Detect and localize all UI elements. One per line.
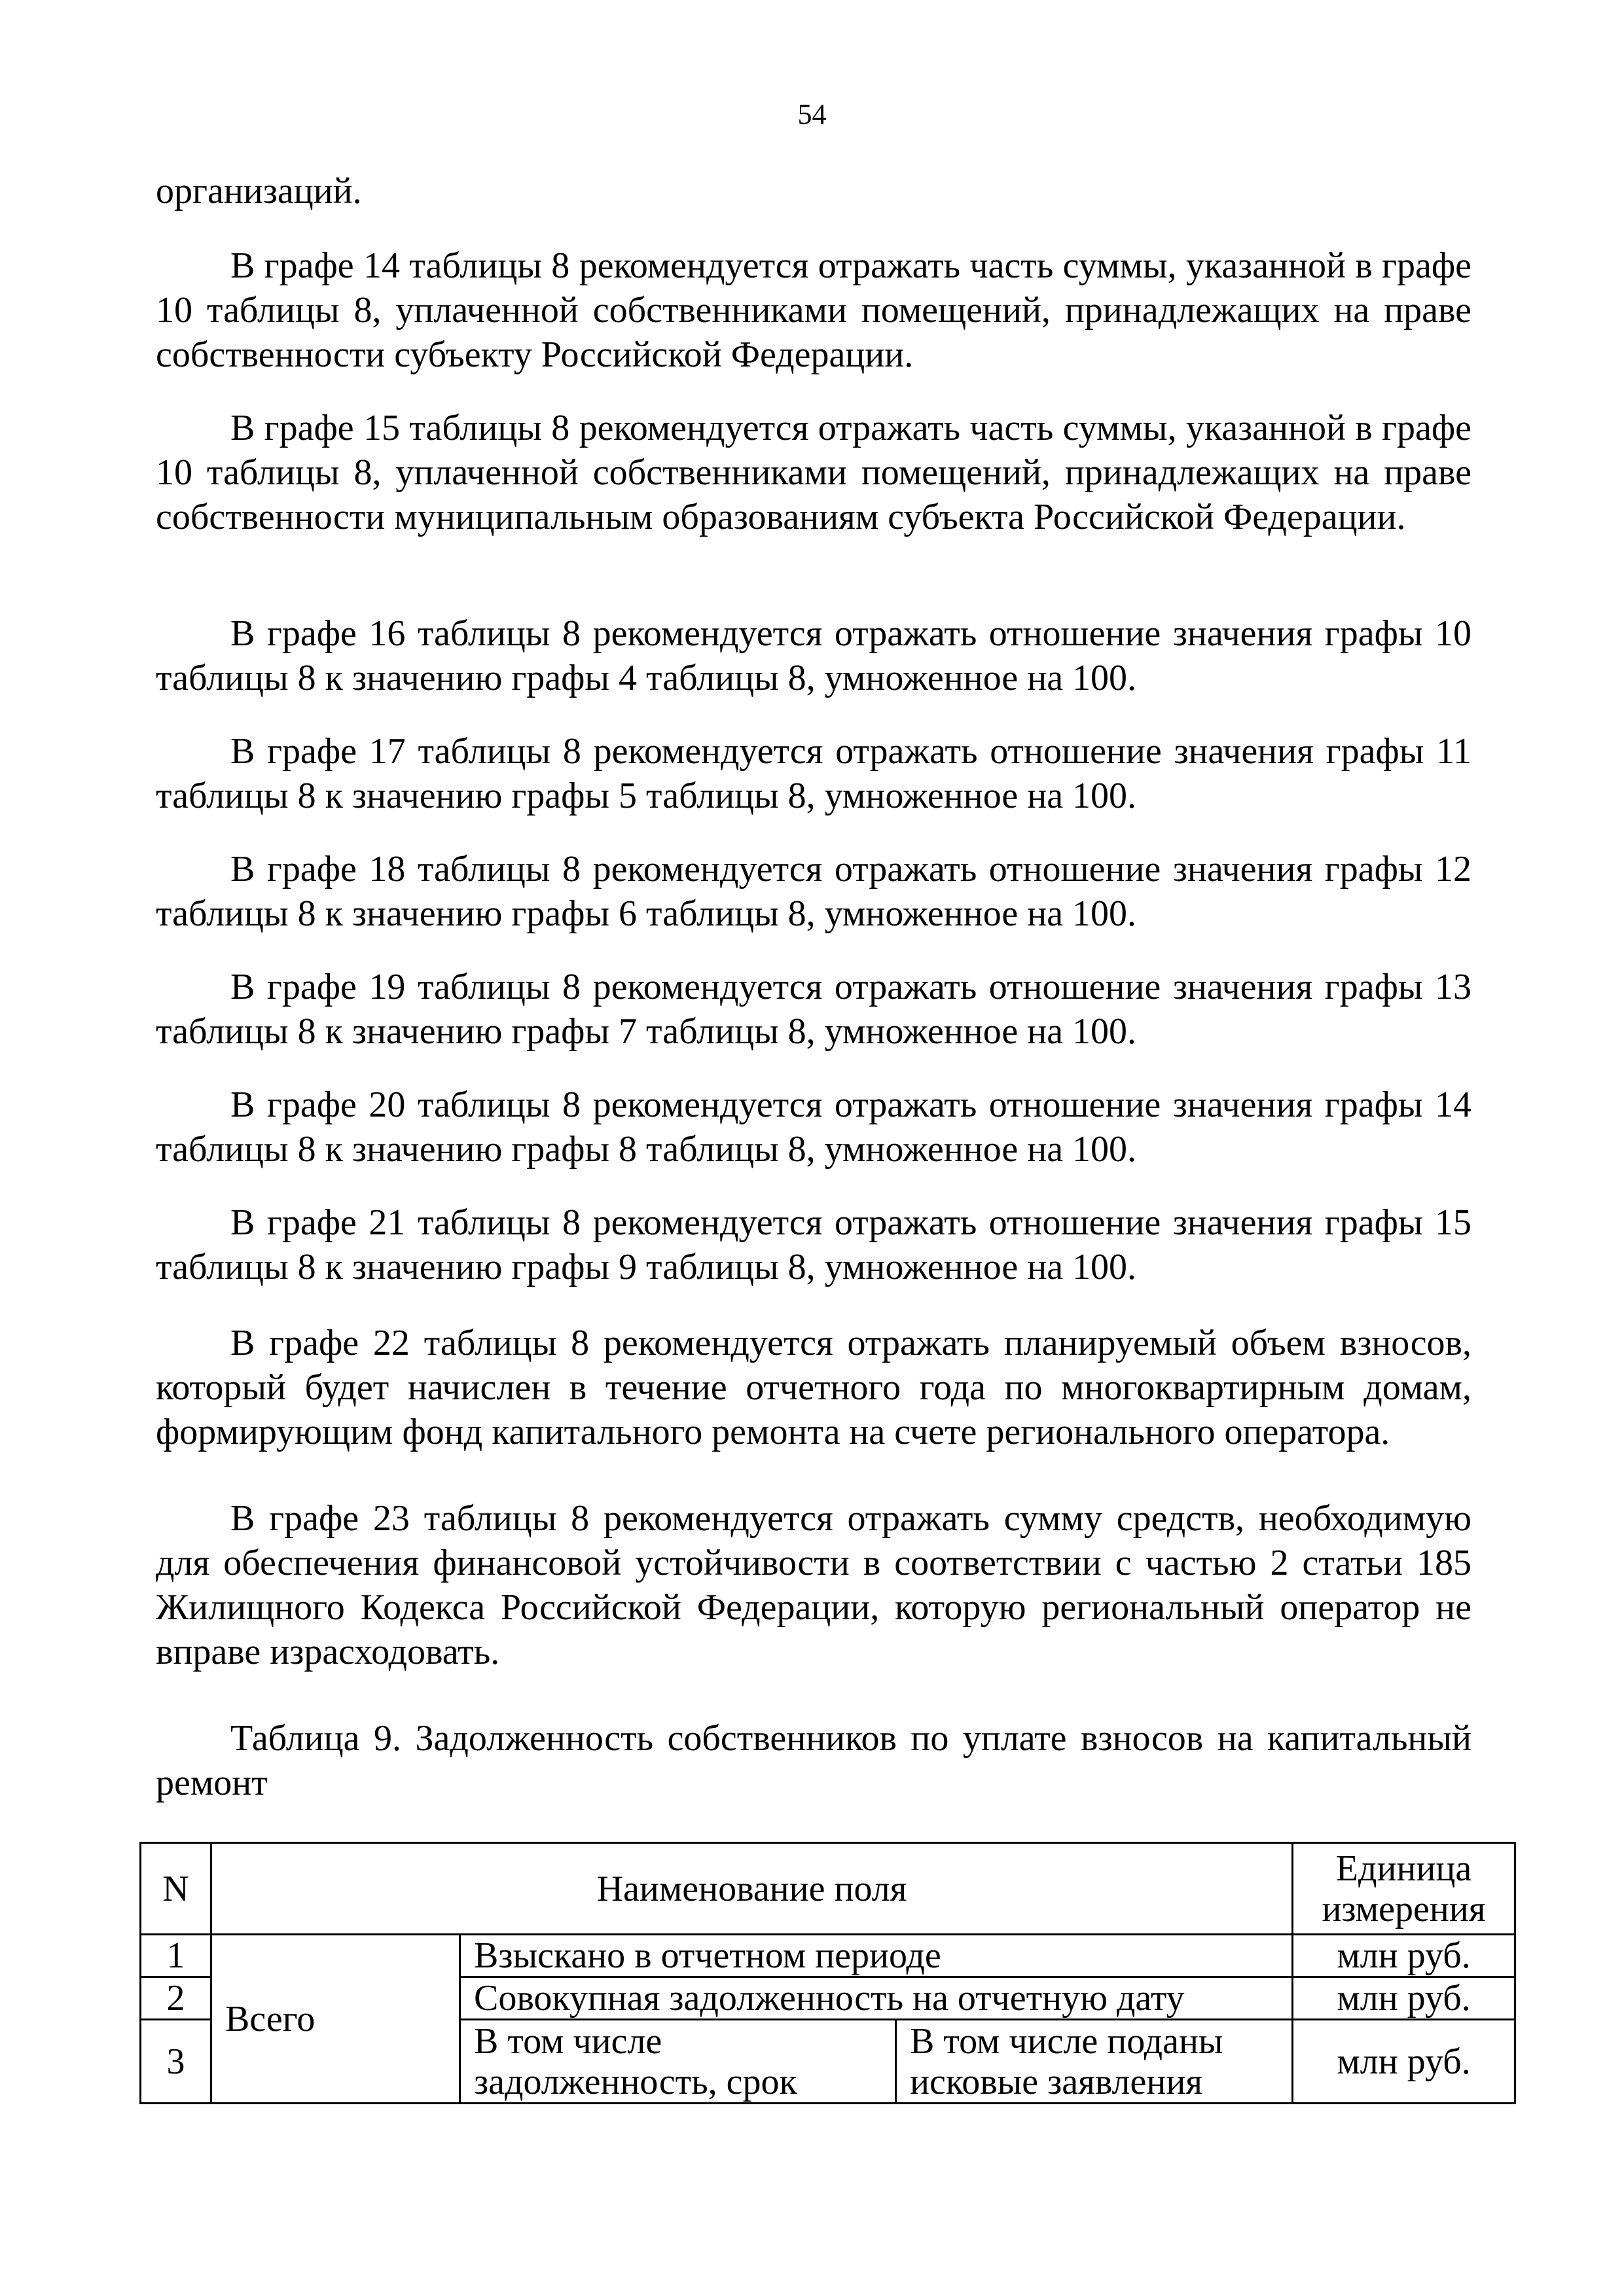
paragraph-grafa-23: В графе 23 таблицы 8 рекомендуется отражать сумму средств, необходимую для обеспечения финансовой устойчивости в соответствии с частью 2 статьи 185 Жилищного Кодекса Российской Федерации, которую региональный оператор не вправе израсходовать. [156, 1498, 1471, 1672]
row-field-name: Взыскано в отчетном периоде [460, 1935, 1293, 1977]
table-row [141, 1935, 1515, 1977]
debt-table [139, 1842, 1516, 2104]
page-number: 54 [797, 98, 827, 130]
paragraph-grafa-22: В графе 22 таблицы 8 рекомендуется отражать планируемый объем взносов, который будет начислен в течение отчетного года по многоквартирным домам, формирующим фонд капитального ремонта на счете регионального оператора. [156, 1323, 1471, 1452]
row-unit: млн руб. [1293, 1977, 1515, 2020]
paragraph-grafa-17: В графе 17 таблицы 8 рекомендуется отражать отношение значения графы 11 таблицы 8 к значению графы 5 таблицы 8, умноженное на 100. [156, 731, 1471, 816]
row-unit: млн руб. [1293, 2020, 1515, 2104]
header-field-name: Наименование поля [211, 1843, 1293, 1935]
row-number: 2 [141, 1977, 211, 2020]
paragraph-grafa-18: В графе 18 таблицы 8 рекомендуется отражать отношение значения графы 12 таблицы 8 к значению графы 6 таблицы 8, умноженное на 100. [156, 849, 1471, 934]
row-unit: млн руб. [1293, 1935, 1515, 1977]
paragraph-grafa-20: В графе 20 таблицы 8 рекомендуется отражать отношение значения графы 14 таблицы 8 к значению графы 8 таблицы 8, умноженное на 100. [156, 1085, 1471, 1170]
paragraph-continuation: организаций. [156, 171, 362, 211]
paragraph-grafa-15: В графе 15 таблицы 8 рекомендуется отражать часть суммы, указанной в графе 10 таблицы 8, уплаченной собственниками помещений, принадлежащих на праве собственности муниципальным образованиям субъекта Российской Федерации. [156, 408, 1471, 537]
row-number: 3 [141, 2020, 211, 2104]
table-header-row [141, 1843, 1515, 1935]
paragraph-grafa-21: В графе 21 таблицы 8 рекомендуется отражать отношение значения графы 15 таблицы 8 к значению графы 9 таблицы 8, умноженное на 100. [156, 1202, 1471, 1287]
header-unit: Единица измерения [1293, 1843, 1515, 1935]
group-label-total: Всего [211, 1935, 460, 2104]
paragraph-grafa-19: В графе 19 таблицы 8 рекомендуется отражать отношение значения графы 13 таблицы 8 к значению графы 7 таблицы 8, умноженное на 100. [156, 967, 1471, 1052]
row-field-name: В том числе задолженность, срок [460, 2020, 896, 2104]
table-caption: Таблица 9. Задолженность собственников по уплате взносов на капитальный ремонт [156, 1718, 1471, 1803]
paragraph-grafa-16: В графе 16 таблицы 8 рекомендуется отражать отношение значения графы 10 таблицы 8 к значению графы 4 таблицы 8, умноженное на 100. [156, 613, 1471, 698]
row-sub-field-name: В том числе поданы исковые заявления [896, 2020, 1293, 2104]
paragraph-grafa-14: В графе 14 таблицы 8 рекомендуется отражать часть суммы, указанной в графе 10 таблицы 8, уплаченной собственниками помещений, принадлежащих на праве собственности субъекту Российской Федерации. [156, 245, 1471, 375]
header-n: N [141, 1843, 211, 1935]
row-field-name: Совокупная задолженность на отчетную дату [460, 1977, 1293, 2020]
row-number: 1 [141, 1935, 211, 1977]
